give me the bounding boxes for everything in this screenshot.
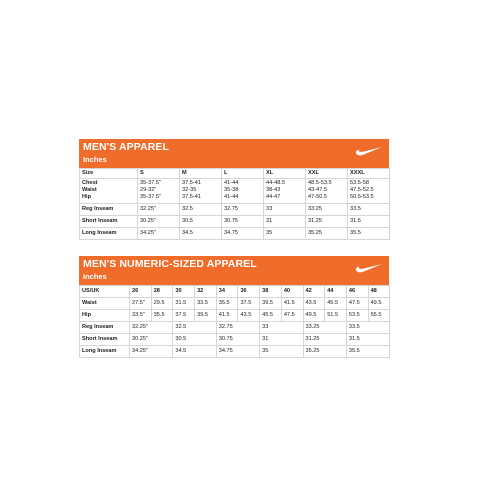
measure-labels-cell — [80, 179, 138, 204]
inseam-cell: 31.5 — [346, 334, 389, 346]
inseam-cell: 32.25" — [130, 322, 173, 334]
measure-cell — [306, 179, 348, 204]
hip-cell: 45.5 — [260, 310, 282, 322]
short-inseam-row — [80, 334, 390, 346]
size-cell: 44 — [325, 286, 347, 298]
inseam-cell: 33.5 — [346, 322, 389, 334]
mens-apparel-title: MEN'S APPAREL — [83, 141, 170, 153]
waist-value: 35-38 — [224, 187, 239, 194]
hip-value: 44-47 — [266, 194, 281, 201]
row-label: Reg Inseam — [80, 203, 138, 215]
size-cell: 48 — [368, 286, 389, 298]
inseam-cell: 34.5 — [173, 346, 216, 358]
hip-value: 50.5-53.5 — [350, 194, 374, 201]
chest-label: Chest — [82, 180, 98, 186]
waist-row — [80, 298, 390, 310]
row-label: Long Inseam — [80, 227, 138, 239]
mens-apparel-header — [79, 139, 389, 168]
waist-cell: 43.5 — [303, 298, 325, 310]
inseam-cell: 32.75 — [216, 322, 259, 334]
measurements-row — [80, 179, 390, 204]
row-label: Short Inseam — [80, 215, 138, 227]
inseam-cell: 30.25" — [138, 215, 180, 227]
hip-cell: 43.5 — [238, 310, 260, 322]
size-cell: L — [222, 169, 264, 179]
chest-value: 37.5-41 — [182, 180, 201, 186]
waist-value: 32-35 — [182, 187, 197, 194]
waist-cell: 45.5 — [325, 298, 347, 310]
inseam-cell: 35.25 — [303, 346, 346, 358]
waist-label: Waist — [82, 187, 97, 194]
waist-value: 43-47.5 — [308, 187, 327, 194]
inseam-cell: 33 — [264, 203, 306, 215]
size-cell: 34 — [216, 286, 238, 298]
inseam-cell: 33.25 — [303, 322, 346, 334]
size-cell: 40 — [281, 286, 303, 298]
measure-cell — [222, 179, 264, 204]
hip-cell: 53.5 — [346, 310, 368, 322]
short-inseam-row — [80, 215, 390, 227]
inseam-cell: 35.25 — [306, 227, 348, 239]
measure-cell — [264, 179, 306, 204]
size-cell: 26 — [130, 286, 152, 298]
inseam-cell: 31.25 — [303, 334, 346, 346]
chest-value: 48.5-53.5 — [308, 180, 332, 186]
chest-value: 53.5-58 — [350, 180, 369, 186]
row-label: Waist — [80, 298, 130, 310]
mens-numeric-header — [79, 256, 389, 285]
inseam-cell: 35 — [264, 227, 306, 239]
inseam-cell: 35.5 — [346, 346, 389, 358]
inseam-cell: 30.25" — [130, 334, 173, 346]
hip-cell: 51.5 — [325, 310, 347, 322]
waist-cell: 33.5 — [195, 298, 217, 310]
mens-numeric-table — [79, 285, 390, 358]
waist-value: 38-43 — [266, 187, 281, 194]
size-cell: 46 — [346, 286, 368, 298]
inseam-cell: 32.5 — [180, 203, 222, 215]
mens-numeric-unit: Inches — [83, 272, 107, 281]
row-label: Size — [80, 169, 138, 179]
size-cell: M — [180, 169, 222, 179]
size-cell: 28 — [151, 286, 173, 298]
size-cell: 30 — [173, 286, 195, 298]
row-label: Reg Inseam — [80, 322, 130, 334]
size-cell: XL — [264, 169, 306, 179]
size-cell: 38 — [260, 286, 282, 298]
inseam-cell: 34.25" — [138, 227, 180, 239]
long-inseam-row — [80, 227, 390, 239]
chest-value: 41-44 — [224, 180, 239, 186]
mens-apparel-chart — [79, 139, 389, 240]
hip-cell: 41.5 — [216, 310, 238, 322]
row-label: Hip — [80, 310, 130, 322]
hip-cell: 39.5 — [195, 310, 217, 322]
reg-inseam-row — [80, 203, 390, 215]
measure-cell — [180, 179, 222, 204]
size-cell: XXXL — [348, 169, 390, 179]
waist-cell: 35.5 — [216, 298, 238, 310]
inseam-cell: 31 — [264, 215, 306, 227]
waist-cell: 29.5 — [151, 298, 173, 310]
hip-cell: 49.5 — [303, 310, 325, 322]
mens-apparel-table — [79, 168, 390, 240]
chest-value: 44-48.5 — [266, 180, 285, 186]
inseam-cell: 35 — [260, 346, 303, 358]
inseam-cell: 34.75 — [216, 346, 259, 358]
row-label: US/UK — [80, 286, 130, 298]
hip-cell: 55.5 — [368, 310, 389, 322]
size-cell: 32 — [195, 286, 217, 298]
hip-value: 37.5-41 — [182, 194, 201, 201]
inseam-cell: 32.5 — [173, 322, 216, 334]
size-cell: 36 — [238, 286, 260, 298]
waist-cell: 47.5 — [346, 298, 368, 310]
row-label: Short Inseam — [80, 334, 130, 346]
waist-cell: 37.5 — [238, 298, 260, 310]
inseam-cell: 34.75 — [222, 227, 264, 239]
mens-numeric-title: MEN'S NUMERIC-SIZED APPAREL — [83, 258, 257, 270]
inseam-cell: 34.5 — [180, 227, 222, 239]
waist-cell: 39.5 — [260, 298, 282, 310]
inseam-cell: 31.5 — [348, 215, 390, 227]
size-cell: S — [138, 169, 180, 179]
inseam-cell: 32.75 — [222, 203, 264, 215]
waist-cell: 49.5 — [368, 298, 389, 310]
waist-value: 47.5-52.5 — [350, 187, 374, 194]
waist-cell: 41.5 — [281, 298, 303, 310]
hip-value: 47-50.5 — [308, 194, 327, 201]
hip-cell: 33.5" — [130, 310, 152, 322]
inseam-cell: 33 — [260, 322, 303, 334]
inseam-cell: 32.25" — [138, 203, 180, 215]
size-row — [80, 286, 390, 298]
hip-value: 41-44 — [224, 194, 239, 201]
reg-inseam-row — [80, 322, 390, 334]
hip-cell: 35.5 — [151, 310, 173, 322]
inseam-cell: 33.25 — [306, 203, 348, 215]
inseam-cell: 30.75 — [222, 215, 264, 227]
size-cell: XXL — [306, 169, 348, 179]
inseam-cell: 31 — [260, 334, 303, 346]
swoosh-logo-icon — [355, 145, 383, 157]
hip-value: 35-37.5" — [140, 194, 161, 201]
hip-row — [80, 310, 390, 322]
inseam-cell: 31.25 — [306, 215, 348, 227]
inseam-cell: 30.5 — [173, 334, 216, 346]
long-inseam-row — [80, 346, 390, 358]
measure-cell — [348, 179, 390, 204]
inseam-cell: 35.5 — [348, 227, 390, 239]
row-label: Long Inseam — [80, 346, 130, 358]
waist-cell: 31.5 — [173, 298, 195, 310]
size-cell: 42 — [303, 286, 325, 298]
mens-apparel-unit: Inches — [83, 155, 107, 164]
hip-cell: 37.5 — [173, 310, 195, 322]
inseam-cell: 30.5 — [180, 215, 222, 227]
waist-cell: 27.5" — [130, 298, 152, 310]
measure-cell — [138, 179, 180, 204]
inseam-cell: 33.5 — [348, 203, 390, 215]
hip-cell: 47.5 — [281, 310, 303, 322]
size-row — [80, 169, 390, 179]
waist-value: 29-32" — [140, 187, 157, 194]
inseam-cell: 34.25" — [130, 346, 173, 358]
mens-numeric-chart — [79, 256, 389, 358]
chest-value: 35-37.5" — [140, 180, 161, 186]
hip-label: Hip — [82, 194, 92, 201]
inseam-cell: 30.75 — [216, 334, 259, 346]
swoosh-logo-icon — [355, 262, 383, 274]
